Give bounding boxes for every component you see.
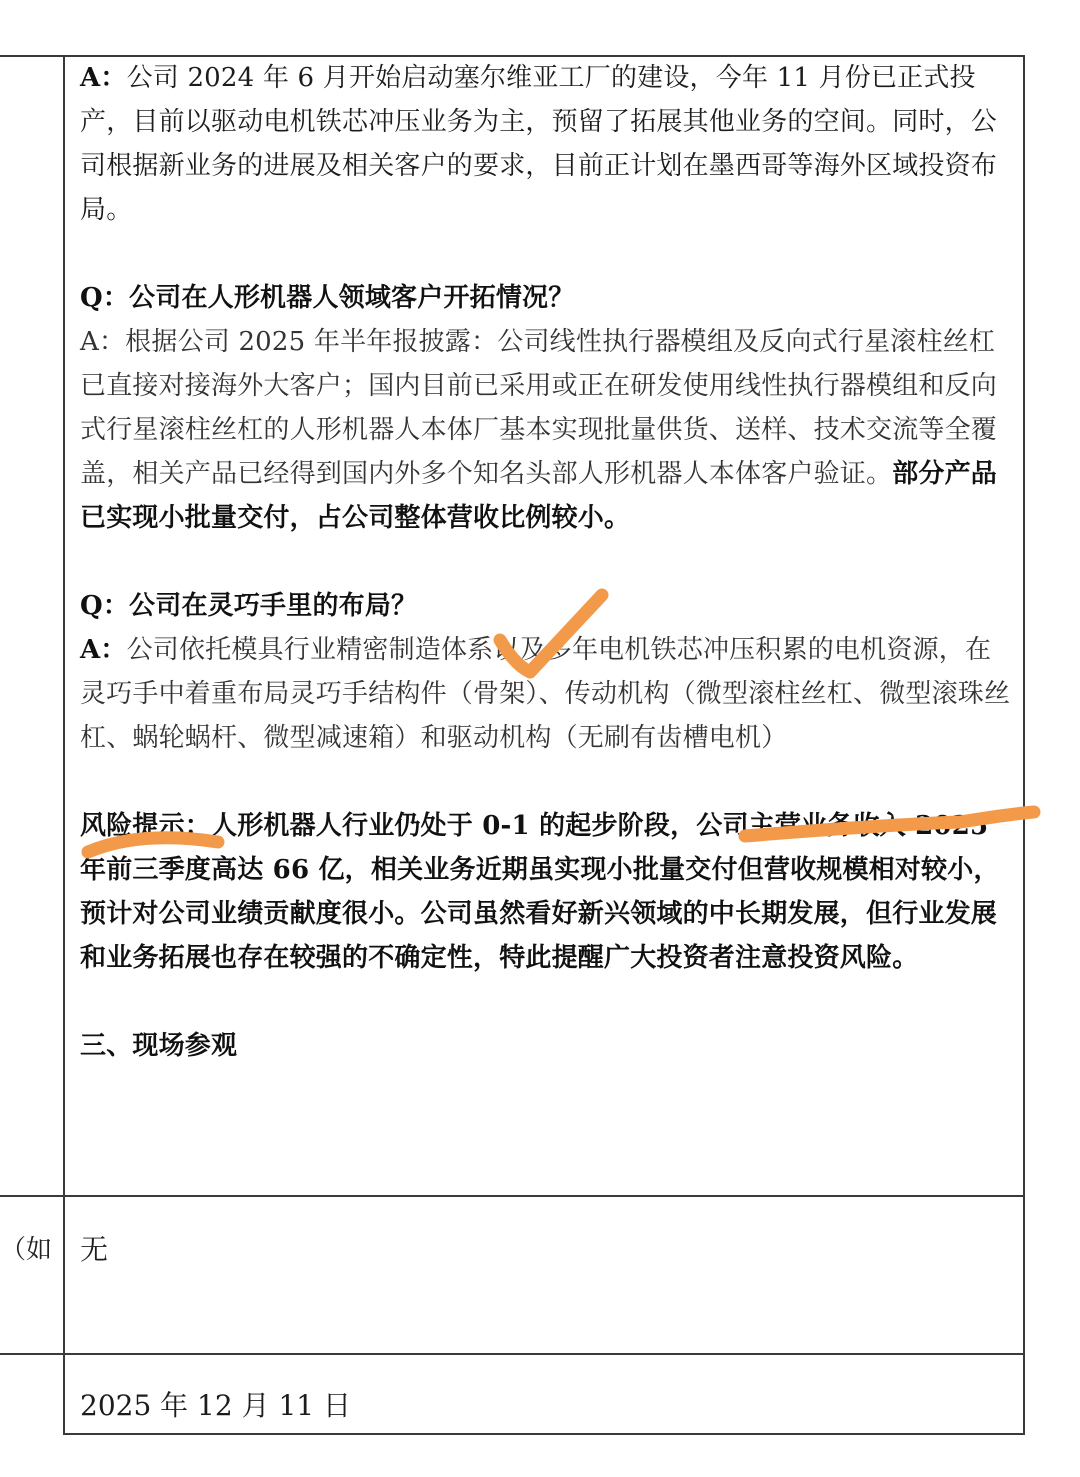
table-left-column-border [63,55,65,1435]
main-cell-content [80,56,1012,1068]
row-divider-2 [0,1353,1025,1355]
risk-warning: 风险提示：人形机器人行业仍处于 0-1 的起步阶段，公司主营业务收入 2025 年前三季度高达 66 亿，相关业务近期虽实现小批量交付但营收规模相对较小，预计对公司业绩贡献度很小。公司虽然看好新兴领域的中长期发展，但行业发展和业务拓展也存在较强的不确定性，特此提醒广大投资者注意投资风险。 [80,811,1000,973]
document-date: 2025 年 12 月 11 日 [80,1389,352,1422]
answer-serbia: A：公司 2024 年 6 月开始启动塞尔维亚工厂的建设，今年 11 月份已正式投产，目前以驱动电机铁芯冲压业务为主，预留了拓展其他业务的空间。同时，公司根据新业务的进展及相关客户的要求，目前正计划在墨西哥等海外区域投资布局。 [80,63,998,225]
answer-humanoid: A：根据公司 2025 年半年报披露：公司线性执行器模组及反向式行星滚柱丝杠已直接对接海外大客户；国内目前已采用或正在研发使用线性执行器模组和反向式行星滚柱丝杠的人形机器人本体厂基本实现批量供货、送样、技术交流等全覆盖，相关产品已经得到国内外多个知名头部人形机器人本体客户验证。部分产品已实现小批量交付，占公司整体营收比例较小。 [80,327,998,533]
table-bottom-border [63,1433,1025,1435]
row-divider-1 [0,1195,1025,1197]
table-right-border [1023,55,1025,1435]
question-dexterous-hand: Q：公司在灵巧手里的布局？ [80,591,418,621]
row2-value: 无 [80,1233,109,1266]
question-humanoid: Q：公司在人形机器人领域客户开拓情况？ [80,283,575,313]
row2-left-label: （如 [0,1235,53,1265]
site-visit-heading: 三、现场参观 [80,1031,238,1061]
answer-dexterous-hand: A：公司依托模具行业精密制造体系以及多年电机铁芯冲压积累的电机资源，在灵巧手中着重布局灵巧手结构件（骨架）、传动机构（微型滚柱丝杠、微型滚珠丝杠、蜗轮蜗杆、微型减速箱）和驱动机构（无刷有齿槽电机） [80,635,1011,753]
